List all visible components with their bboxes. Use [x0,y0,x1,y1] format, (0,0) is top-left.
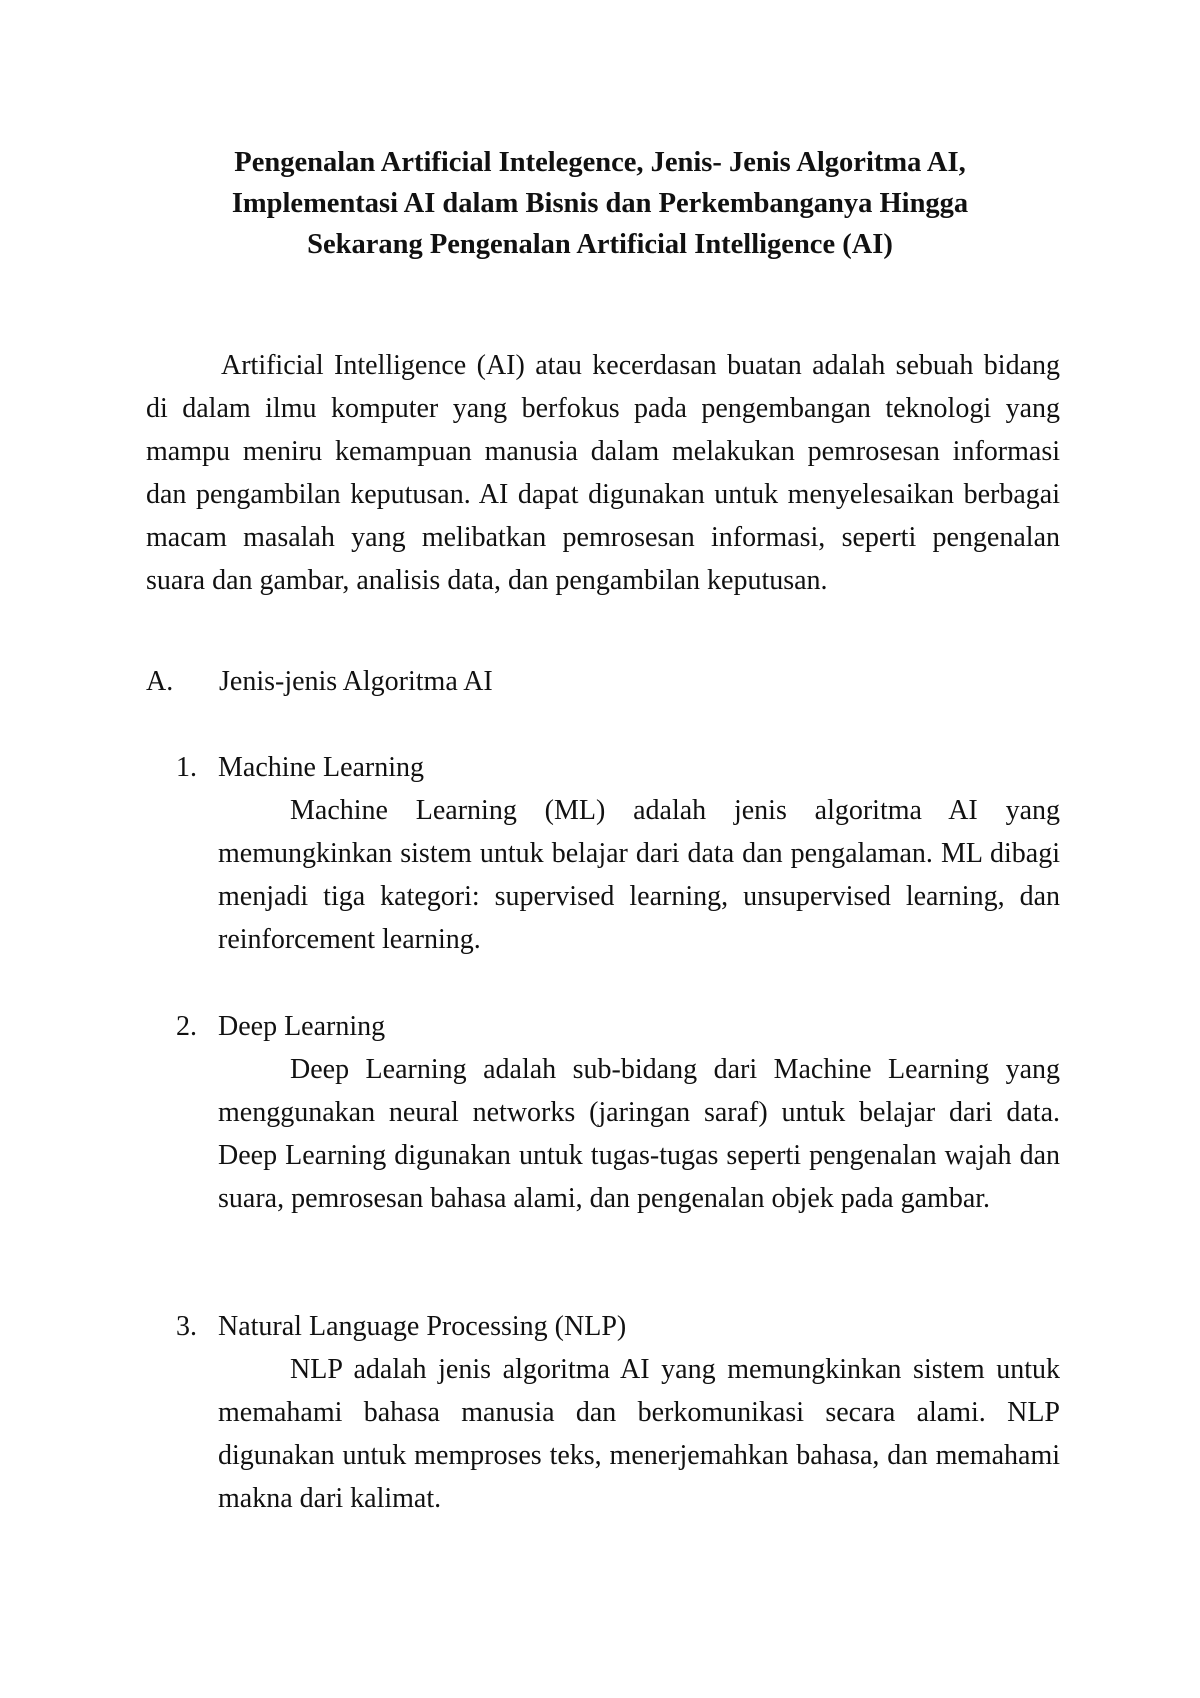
list-item-title: Natural Language Processing (NLP) [218,1311,627,1342]
section-letter: A. [146,666,174,697]
list-item-nlp [176,1305,1060,1520]
section-heading-a [146,660,493,703]
list-item-number: 3. [176,1311,197,1342]
list-item-heading [176,1005,1060,1048]
title-line: Implementasi AI dalam Bisnis dan Perkembanganya Hingga [231,188,969,219]
list-item-machine-learning [176,746,1060,961]
list-item-body: Machine Learning (ML) adalah jenis algoritma AI yang memungkinkan sistem untuk belajar dari data dan pengalaman. ML dibagi menjadi tiga kategori: supervised learning, unsupervised learning, dan reinforcement learning. [218,795,1060,955]
intro-paragraph: Artificial Intelligence (AI) atau kecerdasan buatan adalah sebuah bidang di dalam ilmu komputer yang berfokus pada pengembangan teknologi yang mampu meniru kemampuan manusia dalam melakukan pemrosesan informasi dan pengambilan keputusan. AI dapat digunakan untuk menyelesaikan berbagai macam masalah yang melibatkan pemrosesan informasi, seperti pengenalan suara dan gambar, analisis data, dan pengambilan keputusan. [146,350,1060,596]
document-title [140,142,1060,265]
list-item-number: 1. [176,752,197,783]
list-item-deep-learning [176,1005,1060,1220]
title-line: Sekarang Pengenalan Artificial Intelligence (AI) [307,229,893,260]
list-item-title: Deep Learning [218,1011,386,1042]
list-item-heading [176,746,1060,789]
title-line: Pengenalan Artificial Intelegence, Jenis- Jenis Algoritma AI, [234,147,966,178]
list-item-body: Deep Learning adalah sub-bidang dari Machine Learning yang menggunakan neural networks (jaringan saraf) untuk belajar dari data. Deep Learning digunakan untuk tugas-tugas seperti pengenalan wajah dan suara, pemrosesan bahasa alami, dan pengenalan objek pada gambar. [218,1054,1060,1214]
list-item-number: 2. [176,1011,197,1042]
list-item-heading [176,1305,1060,1348]
section-title: Jenis-jenis Algoritma AI [219,666,493,697]
list-item-title: Machine Learning [218,752,425,783]
list-item-body: NLP adalah jenis algoritma AI yang memungkinkan sistem untuk memahami bahasa manusia dan berkomunikasi secara alami. NLP digunakan untuk memproses teks, menerjemahkan bahasa, dan memahami makna dari kalimat. [218,1354,1060,1514]
